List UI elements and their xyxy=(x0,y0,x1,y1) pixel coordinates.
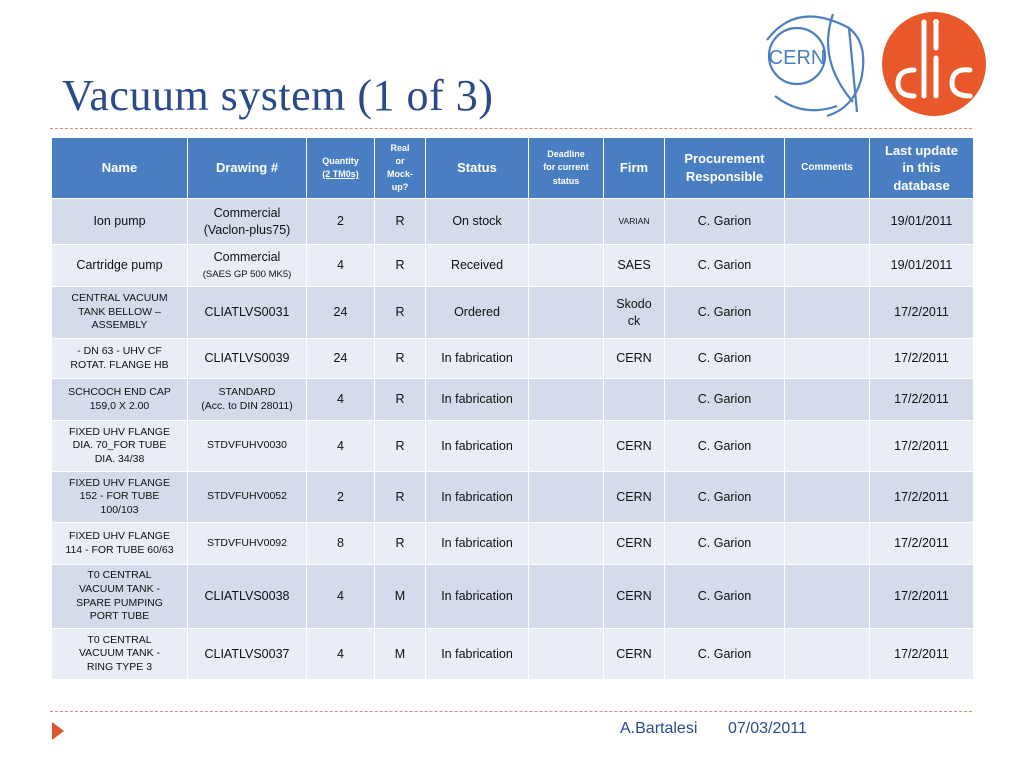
table-row xyxy=(52,199,974,245)
cell-deadline xyxy=(529,421,604,472)
cell-last-update: 17/2/2011 xyxy=(870,421,974,472)
cell-last-update: 17/2/2011 xyxy=(870,523,974,565)
cell-comments xyxy=(785,565,870,629)
cell-real: R xyxy=(375,472,426,523)
cell-name: FIXED UHV FLANGE DIA. 70_FOR TUBE DIA. 34/38 xyxy=(52,421,188,472)
cell-deadline xyxy=(529,245,604,287)
cell-status: In fabrication xyxy=(426,421,529,472)
vacuum-system-table xyxy=(51,137,974,680)
cell-firm: CERN xyxy=(604,523,665,565)
cell-drawing: STDVFUHV0030 xyxy=(188,421,307,472)
cell-name: - DN 63 - UHV CF ROTAT. FLANGE HB xyxy=(52,339,188,379)
cell-comments xyxy=(785,472,870,523)
footer-date: 07/03/2011 xyxy=(728,720,807,737)
footer-divider xyxy=(50,711,972,712)
cell-comments xyxy=(785,199,870,245)
cell-real: M xyxy=(375,629,426,680)
cell-comments xyxy=(785,421,870,472)
cell-responsible: C. Garion xyxy=(665,523,785,565)
cell-status: In fabrication xyxy=(426,565,529,629)
table-header-row xyxy=(52,138,974,199)
cell-qty: 4 xyxy=(307,379,375,421)
cell-firm: CERN xyxy=(604,629,665,680)
footer-author: A.Bartalesi xyxy=(620,720,698,737)
table-row xyxy=(52,379,974,421)
cell-deadline xyxy=(529,379,604,421)
cell-name: FIXED UHV FLANGE 152 - FOR TUBE 100/103 xyxy=(52,472,188,523)
cell-real: R xyxy=(375,421,426,472)
cell-real: R xyxy=(375,523,426,565)
cell-firm: VARIAN xyxy=(604,199,665,245)
table-row xyxy=(52,523,974,565)
table-row xyxy=(52,245,974,287)
cern-logo-text: CERN xyxy=(768,47,826,69)
cell-comments xyxy=(785,523,870,565)
cell-responsible: C. Garion xyxy=(665,379,785,421)
cell-name: Ion pump xyxy=(52,199,188,245)
cell-status: Ordered xyxy=(426,287,529,339)
clic-logo xyxy=(880,8,988,116)
cell-deadline xyxy=(529,339,604,379)
col-header-deadline: Deadline for current status xyxy=(529,138,604,199)
cell-qty: 24 xyxy=(307,339,375,379)
cell-last-update: 17/2/2011 xyxy=(870,287,974,339)
cell-status: In fabrication xyxy=(426,523,529,565)
cell-comments xyxy=(785,339,870,379)
cell-firm xyxy=(604,379,665,421)
col-header-procurement: Procurement Responsible xyxy=(665,138,785,199)
table-row xyxy=(52,421,974,472)
col-header-real-or-mockup: Real or Mock- up? xyxy=(375,138,426,199)
cern-logo xyxy=(757,10,869,122)
cell-real: R xyxy=(375,287,426,339)
cell-responsible: C. Garion xyxy=(665,287,785,339)
cell-last-update: 17/2/2011 xyxy=(870,565,974,629)
cell-responsible: C. Garion xyxy=(665,199,785,245)
cell-drawing: CLIATLVS0031 xyxy=(188,287,307,339)
table-row xyxy=(52,339,974,379)
cell-drawing: STDVFUHV0092 xyxy=(188,523,307,565)
title-divider xyxy=(50,128,972,129)
cell-drawing: CLIATLVS0037 xyxy=(188,629,307,680)
cell-drawing: Commercial (Vaclon-plus75) xyxy=(188,199,307,245)
cell-qty: 4 xyxy=(307,245,375,287)
cell-status: On stock xyxy=(426,199,529,245)
cell-qty: 4 xyxy=(307,565,375,629)
cell-qty: 4 xyxy=(307,421,375,472)
cell-firm: Skodo ck xyxy=(604,287,665,339)
cell-deadline xyxy=(529,199,604,245)
col-header-comments: Comments xyxy=(785,138,870,199)
cell-status: Received xyxy=(426,245,529,287)
cell-last-update: 17/2/2011 xyxy=(870,339,974,379)
table-row xyxy=(52,565,974,629)
cell-name: T0 CENTRAL VACUUM TANK - SPARE PUMPING PORT TUBE xyxy=(52,565,188,629)
cell-real: R xyxy=(375,245,426,287)
cell-name: Cartridge pump xyxy=(52,245,188,287)
cell-comments xyxy=(785,245,870,287)
cell-name: CENTRAL VACUUM TANK BELLOW – ASSEMBLY xyxy=(52,287,188,339)
cell-responsible: C. Garion xyxy=(665,245,785,287)
cell-responsible: C. Garion xyxy=(665,565,785,629)
cell-last-update: 17/2/2011 xyxy=(870,379,974,421)
col-header-drawing: Drawing # xyxy=(188,138,307,199)
table-row xyxy=(52,472,974,523)
cell-qty: 2 xyxy=(307,472,375,523)
cell-last-update: 19/01/2011 xyxy=(870,199,974,245)
cell-deadline xyxy=(529,629,604,680)
cell-status: In fabrication xyxy=(426,472,529,523)
cell-deadline xyxy=(529,523,604,565)
cell-firm: CERN xyxy=(604,472,665,523)
cell-name: SCHCOCH END CAP 159,0 X 2.00 xyxy=(52,379,188,421)
cell-drawing: STANDARD (Acc. to DIN 28011) xyxy=(188,379,307,421)
cell-qty: 8 xyxy=(307,523,375,565)
cell-qty: 2 xyxy=(307,199,375,245)
cell-status: In fabrication xyxy=(426,379,529,421)
clic-logo-text: clic xyxy=(933,113,935,114)
cell-real: R xyxy=(375,199,426,245)
table-row xyxy=(52,629,974,680)
cell-last-update: 19/01/2011 xyxy=(870,245,974,287)
cell-drawing: CLIATLVS0038 xyxy=(188,565,307,629)
col-header-name: Name xyxy=(52,138,188,199)
cell-name: T0 CENTRAL VACUUM TANK - RING TYPE 3 xyxy=(52,629,188,680)
slide-title: Vacuum system (1 of 3) xyxy=(62,71,494,120)
cell-deadline xyxy=(529,472,604,523)
cell-firm: CERN xyxy=(604,565,665,629)
col-header-firm: Firm xyxy=(604,138,665,199)
cell-responsible: C. Garion xyxy=(665,421,785,472)
col-header-status: Status xyxy=(426,138,529,199)
cell-firm: CERN xyxy=(604,421,665,472)
cell-drawing: Commercial (SAES GP 500 MK5) xyxy=(188,245,307,287)
cell-status: In fabrication xyxy=(426,339,529,379)
cell-firm: SAES xyxy=(604,245,665,287)
cell-deadline xyxy=(529,287,604,339)
cell-comments xyxy=(785,287,870,339)
slide-arrow-icon xyxy=(52,722,64,740)
cell-responsible: C. Garion xyxy=(665,472,785,523)
cell-real: R xyxy=(375,339,426,379)
cell-real: R xyxy=(375,379,426,421)
col-header-quantity: Quantity (2 TM0s) xyxy=(307,138,375,199)
cell-comments xyxy=(785,629,870,680)
table-row xyxy=(52,287,974,339)
cell-drawing: STDVFUHV0052 xyxy=(188,472,307,523)
cell-responsible: C. Garion xyxy=(665,629,785,680)
cell-real: M xyxy=(375,565,426,629)
cell-qty: 24 xyxy=(307,287,375,339)
cell-last-update: 17/2/2011 xyxy=(870,472,974,523)
cell-last-update: 17/2/2011 xyxy=(870,629,974,680)
col-header-last-update: Last update in this database xyxy=(870,138,974,199)
cell-status: In fabrication xyxy=(426,629,529,680)
cell-responsible: C. Garion xyxy=(665,339,785,379)
cell-comments xyxy=(785,379,870,421)
cell-qty: 4 xyxy=(307,629,375,680)
cell-deadline xyxy=(529,565,604,629)
cell-firm: CERN xyxy=(604,339,665,379)
cell-drawing: CLIATLVS0039 xyxy=(188,339,307,379)
cell-name: FIXED UHV FLANGE 114 - FOR TUBE 60/63 xyxy=(52,523,188,565)
